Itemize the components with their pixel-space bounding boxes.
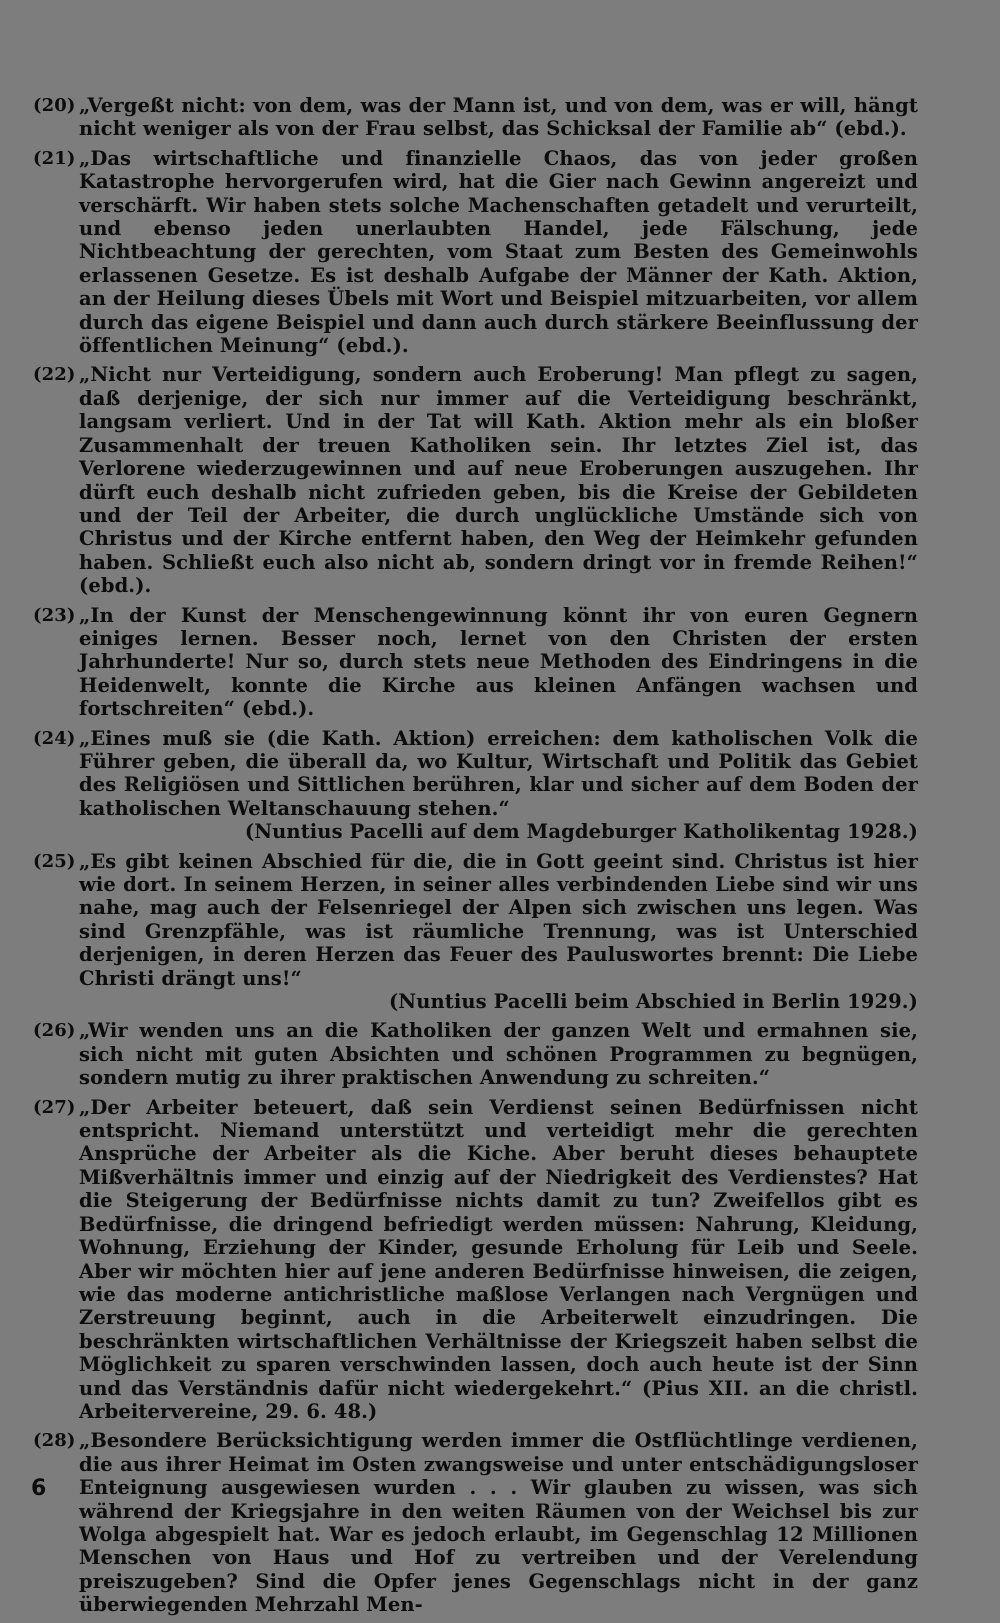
entry-text: „Eines muß sie (die Kath. Aktion) erreichen: dem katholischen Volk die Führer geben, die überall da, wo Kultur, Wirtschaft und Politik das Gebiet des Religiösen und Sittlichen berühren, klar und sicher auf dem Boden der katholischen Weltanschauung stehen.“ — [79, 726, 918, 820]
page-number: 6 — [31, 1476, 47, 1501]
entry-number: (28) — [33, 1430, 76, 1452]
entry-27 — [33, 1096, 918, 1424]
page-body — [33, 94, 918, 1623]
entry-text: „Vergeßt nicht: von dem, was der Mann ist, und von dem, was er will, hängt nicht weniger als von der Frau selbst, das Schicksal der Familie ab“ (ebd.). — [79, 94, 918, 141]
entry-number: (24) — [33, 727, 76, 749]
entry-number: (22) — [33, 364, 76, 386]
entry-20 — [33, 94, 918, 141]
entry-25 — [33, 850, 918, 1014]
entry-number: (27) — [33, 1096, 76, 1118]
entry-26 — [33, 1019, 918, 1089]
entry-23 — [33, 604, 918, 721]
entry-text: „Das wirtschaftliche und finanzielle Chaos, das von jeder großen Katastrophe hervorgerufen wird, hat die Gier nach Gewinn angereizt und verschärft. Wir haben stets solche Machenschaften getadelt und verurteilt, und ebenso jeden unerlaubten Handel, jede Fälschung, jede Nichtbeachtung der gerechten, vom Staat zum Besten des Gemeinwohls erlassenen Gesetze. Es ist deshalb Aufgabe der Männer der Kath. Aktion, an der Heilung dieses Übels mit Wort und Beispiel mitzuarbeiten, vor allem durch das eigene Beispiel und dann auch durch stärkere Beeinflussung der öffentlichen Meinung“ (ebd.). — [79, 146, 918, 358]
entry-text: „Es gibt keinen Abschied für die, die in Gott geeint sind. Christus ist hier wie dort. In seinem Herzen, in seiner alles verbindenden Liebe sind wir uns nahe, mag auch der Felsenriegel der Alpen sich zwischen uns legen. Was sind Grenzpfähle, was ist räumliche Trennung, was ist Unterschied derjenigen, in deren Herzen das Feuer des Pauluswortes brennt: Die Liebe Christi drängt uns!“ — [79, 849, 918, 990]
entry-number: (26) — [33, 1020, 76, 1042]
entry-22 — [33, 363, 918, 597]
entry-source: (Nuntius Pacelli beim Abschied in Berlin 1929.) — [388, 990, 918, 1014]
entry-number: (23) — [33, 604, 76, 626]
entry-number: (25) — [33, 850, 76, 872]
entry-21 — [33, 147, 918, 358]
entry-28 — [33, 1429, 918, 1616]
entry-number: (20) — [33, 95, 76, 116]
entry-text: „Besondere Berücksichtigung werden immer die Ostflüchtlinge verdienen, die aus ihrer Heimat im Osten zwangsweise und unter entschädigungsloser Enteignung ausgewiesen wurden . . . Wir glauben zu wissen, was sich während der Kriegsjahre in den weiten Räumen von der Weichsel bis zur Wolga abgespielt hat. War es jedoch erlaubt, im Gegenschlag 12 Millionen Menschen von Haus und Hof zu vertreiben und der Verelendung preiszugeben? Sind die Opfer jenes Gegenschlags nicht in der ganz überwiegenden Mehrzahl Men- — [79, 1429, 918, 1617]
entry-text: „In der Kunst der Menschengewinnung könnt ihr von euren Gegnern einiges lernen. Besser noch, lernet von den Christen der ersten Jahrhunderte! Nur so, durch stets neue Methoden des Eindringens in die Heidenwelt, konnte die Kirche aus kleinen Anfängen wachsen und fortschreiten“ (ebd.). — [79, 603, 918, 721]
entry-text: „Wir wenden uns an die Katholiken der ganzen Welt und ermahnen sie, sich nicht mit guten Absichten und schönen Programmen zu begnügen, sondern mutig zu ihrer praktischen Anwendung zu schreiten.“ — [79, 1019, 918, 1090]
entry-text: „Nicht nur Verteidigung, sondern auch Eroberung! Man pflegt zu sagen, daß derjenige, der sich nur immer auf die Verteidigung beschränkt, langsam verliert. Und in der Tat will Kath. Aktion mehr als ein bloßer Zusammenhalt der treuen Katholiken sein. Ihr letztes Ziel ist, das Verlorene wiederzugewinnen und auf neue Eroberungen auszugehen. Ihr dürft euch deshalb nicht zufrieden geben, bis die Kreise der Gebildeten und der Teil der Arbeiter, die durch unglückliche Umstände sich von Christus und der Kirche entfernt haben, den Weg der Heimkehr gefunden haben. Schließt euch also nicht ab, sondern dringt vor in fremde Reihen!“ (ebd.). — [79, 363, 918, 598]
entry-24 — [33, 727, 918, 844]
entry-text: „Der Arbeiter beteuert, daß sein Verdienst seinen Bedürfnissen nicht entspricht. Niemand unterstützt und verteidigt mehr die gerechten Ansprüche der Arbeiter als die Kiche. Aber beruht dieses behauptete Mißverhältnis immer und einzig auf der Niedrigkeit des Verdienstes? Hat die Steigerung der Bedürfnisse nichts damit zu tun? Zweifellos gibt es Bedürfnisse, die dringend befriedigt werden müssen: Nahrung, Kleidung, Wohnung, Erziehung der Kinder, gesunde Erholung für Leib und Seele. Aber wir möchten hier auf jene anderen Bedürfnisse hinweisen, die zeigen, wie das moderne antichristliche maßlose Verlangen nach Vergnügen und Zerstreuung beginnt, auch in die Arbeiterwelt einzudringen. Die beschränkten wirtschaftlichen Verhältnisse der Kriegszeit haben selbst die Möglichkeit zu sparen verschwinden lassen, doch auch heute ist der Sinn und das Verständnis dafür nicht wiedergekehrt.“ (Pius XII. an die christl. Arbeitervereine, 29. 6. 48.) — [79, 1095, 918, 1423]
entry-source: (Nuntius Pacelli auf dem Magdeburger Katholikentag 1928.) — [244, 820, 918, 844]
entry-number: (21) — [33, 147, 76, 169]
